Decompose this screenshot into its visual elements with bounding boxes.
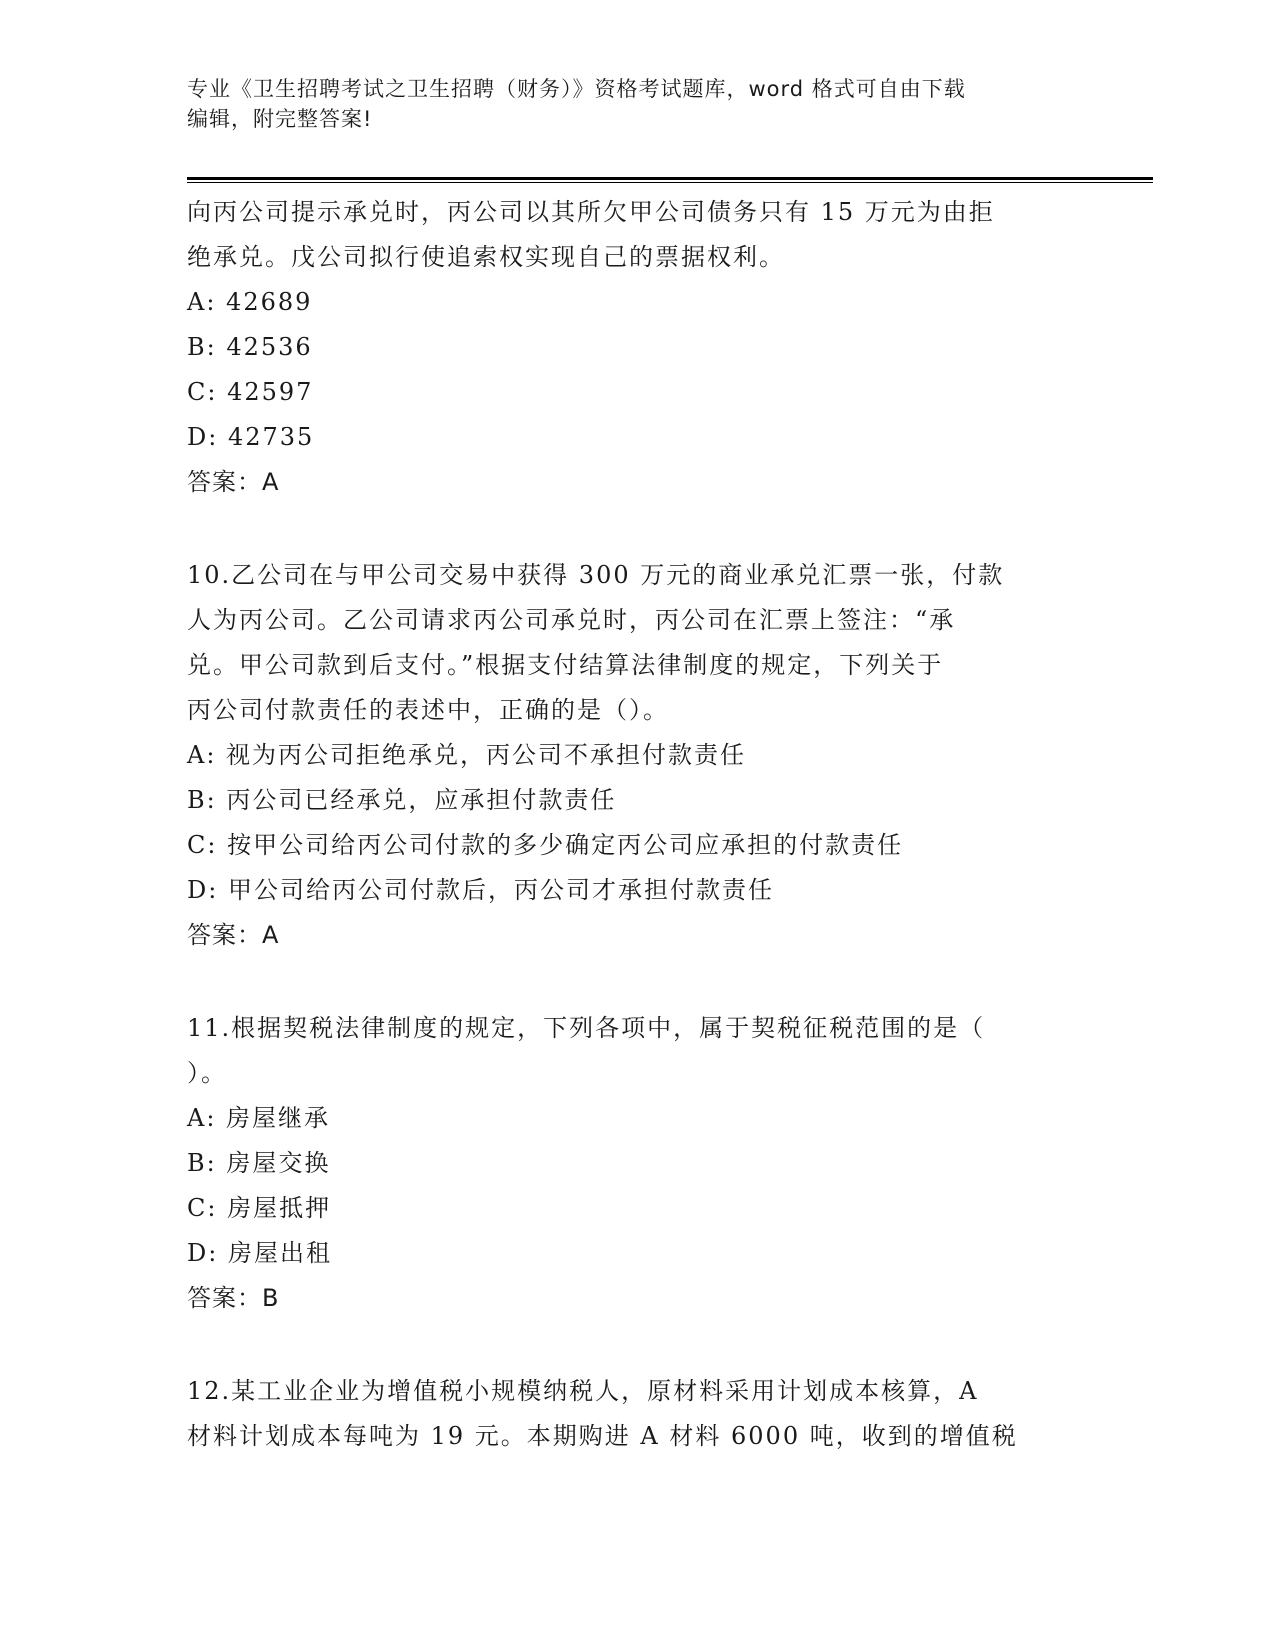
option-d: D: 房屋出租 xyxy=(187,1239,332,1267)
spacer xyxy=(187,505,1087,553)
option-a: A: 房屋继承 xyxy=(187,1104,331,1132)
option-b: B: 房屋交换 xyxy=(187,1149,331,1177)
option-b: B: 42536 xyxy=(187,333,313,361)
stem-line: ）。 xyxy=(187,1059,227,1087)
stem-line: 丙公司付款责任的表述中，正确的是（）。 xyxy=(187,696,669,724)
question-12 xyxy=(187,1369,1087,1459)
option-a: A: 42689 xyxy=(187,288,313,316)
answer-label: 答案：A xyxy=(187,468,280,496)
answer-label: 答案：B xyxy=(187,1284,280,1312)
header-divider-thin xyxy=(187,182,1153,183)
header-line-2: 编辑，附完整答案! xyxy=(187,107,373,131)
stem-line: 绝承兑。戊公司拟行使追索权实现自己的票据权利。 xyxy=(187,243,785,271)
option-b: B: 丙公司已经承兑，应承担付款责任 xyxy=(187,786,617,814)
document-header xyxy=(187,74,1067,134)
header-divider-thick xyxy=(187,177,1153,180)
option-d: D: 42735 xyxy=(187,423,315,451)
stem-line: 兑。甲公司款到后支付。”根据支付结算法律制度的规定，下列关于 xyxy=(187,651,944,679)
stem-line: 12.某工业企业为增值税小规模纳税人，原材料采用计划成本核算，A xyxy=(187,1377,979,1405)
header-line-1: 专业《卫生招聘考试之卫生招聘（财务）》资格考试题库，word 格式可自由下载 xyxy=(187,77,966,101)
question-stem xyxy=(187,1006,1087,1096)
stem-line: 10.乙公司在与甲公司交易中获得 300 万元的商业承兑汇票一张，付款 xyxy=(187,561,1005,589)
question-11 xyxy=(187,1006,1087,1321)
question-10 xyxy=(187,553,1087,958)
stem-line: 11.根据契税法律制度的规定，下列各项中，属于契税征税范围的是（ xyxy=(187,1014,986,1042)
answer-label: 答案：A xyxy=(187,921,280,949)
option-d: D: 甲公司给丙公司付款后，丙公司才承担付款责任 xyxy=(187,876,774,904)
spacer xyxy=(187,958,1087,1006)
question-stem xyxy=(187,553,1087,733)
option-c: C: 按甲公司给丙公司付款的多少确定丙公司应承担的付款责任 xyxy=(187,831,904,859)
option-a: A: 视为丙公司拒绝承兑，丙公司不承担付款责任 xyxy=(187,741,747,769)
stem-line: 材料计划成本每吨为 19 元。本期购进 A 材料 6000 吨，收到的增值税 xyxy=(187,1422,1018,1450)
document-body xyxy=(187,190,1087,1459)
option-c: C: 房屋抵押 xyxy=(187,1194,332,1222)
stem-line: 人为丙公司。乙公司请求丙公司承兑时，丙公司在汇票上签注：“承 xyxy=(187,606,956,634)
question-stem xyxy=(187,1369,1087,1459)
question-stem xyxy=(187,190,1087,280)
option-c: C: 42597 xyxy=(187,378,314,406)
stem-line: 向丙公司提示承兑时，丙公司以其所欠甲公司债务只有 15 万元为由拒 xyxy=(187,198,995,226)
spacer xyxy=(187,1321,1087,1369)
question-9 xyxy=(187,190,1087,505)
